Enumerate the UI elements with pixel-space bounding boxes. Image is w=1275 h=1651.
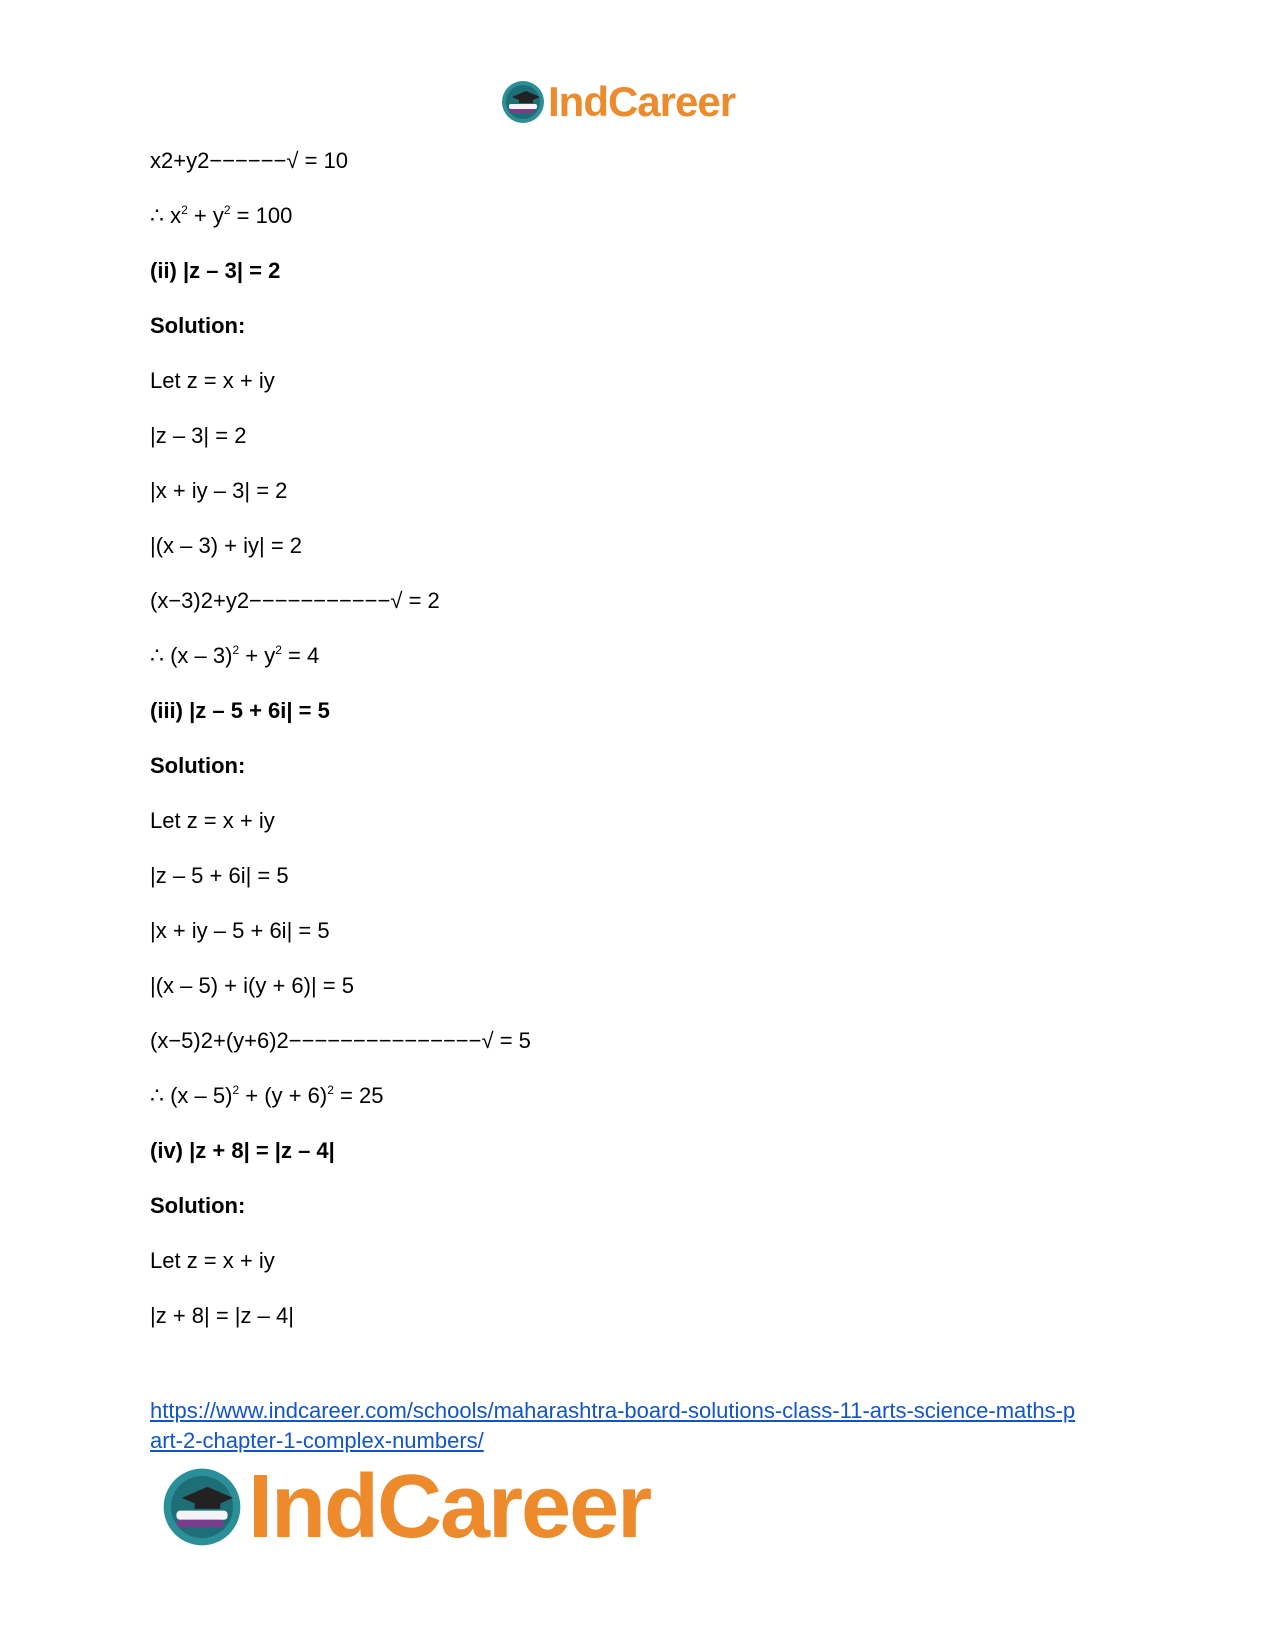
math-line: Let z = x + iy [150, 1248, 275, 1273]
math-line: |(x – 5) + i(y + 6)| = 5 [150, 973, 355, 998]
exponent: 2 [223, 203, 231, 217]
heading-line: (iv) |z + 8| = |z – 4| [150, 1138, 335, 1163]
document-body [150, 148, 1130, 1358]
exponent: 2 [275, 643, 282, 657]
math-line [150, 643, 1130, 669]
math-line: |x + iy – 3| = 2 [150, 478, 288, 503]
math-line: (x−3)2+y2−−−−−−−−−−−√ = 2 [150, 588, 440, 613]
footer-logo [160, 1456, 651, 1557]
math-line [150, 203, 1130, 229]
math-line [150, 1083, 1130, 1109]
expression-part: + y [187, 203, 224, 228]
expression-part: + y [239, 643, 276, 668]
math-line: x2+y2−−−−−−√ = 10 [150, 148, 349, 173]
math-line: Let z = x + iy [150, 808, 275, 833]
heading-line: (ii) |z – 3| = 2 [150, 258, 281, 283]
expression-part: = 100 [230, 203, 293, 228]
header-logo [500, 78, 735, 126]
math-line: |(x – 3) + iy| = 2 [150, 533, 303, 558]
source-link-line-2[interactable]: art-2-chapter-1-complex-numbers/ [150, 1428, 484, 1453]
math-line: |z – 3| = 2 [150, 423, 247, 448]
heading-line: Solution: [150, 313, 246, 338]
exponent: 2 [181, 203, 188, 217]
source-link[interactable] [150, 1396, 1140, 1456]
heading-line: Solution: [150, 753, 246, 778]
expression-part: = 25 [333, 1083, 384, 1108]
math-line: |z + 8| = |z – 4| [150, 1303, 294, 1328]
expression-part: ∴ (x – 3) [150, 643, 233, 668]
heading-line: Solution: [150, 1193, 246, 1218]
exponent: 2 [232, 1083, 240, 1097]
math-line: (x−5)2+(y+6)2−−−−−−−−−−−−−−−√ = 5 [150, 1028, 531, 1053]
indcareer-emblem-icon [500, 79, 546, 125]
logo-wordmark: IndCareer [548, 78, 736, 125]
math-line: |x + iy – 5 + 6i| = 5 [150, 918, 330, 943]
math-line: Let z = x + iy [150, 368, 275, 393]
exponent: 2 [327, 1083, 334, 1097]
expression-part: + (y + 6) [239, 1083, 328, 1108]
logo-wordmark: IndCareer [248, 1456, 651, 1557]
expression-part: = 4 [281, 643, 320, 668]
exponent: 2 [232, 643, 240, 657]
expression-part: ∴ (x – 5) [150, 1083, 233, 1108]
source-link-line-1[interactable]: https://www.indcareer.com/schools/maharashtra-board-solutions-class-11-arts-science-maths-p [150, 1398, 1076, 1423]
math-line: |z – 5 + 6i| = 5 [150, 863, 289, 888]
indcareer-emblem-icon [160, 1465, 244, 1549]
expression-part: ∴ x [150, 203, 182, 228]
heading-line: (iii) |z – 5 + 6i| = 5 [150, 698, 330, 723]
